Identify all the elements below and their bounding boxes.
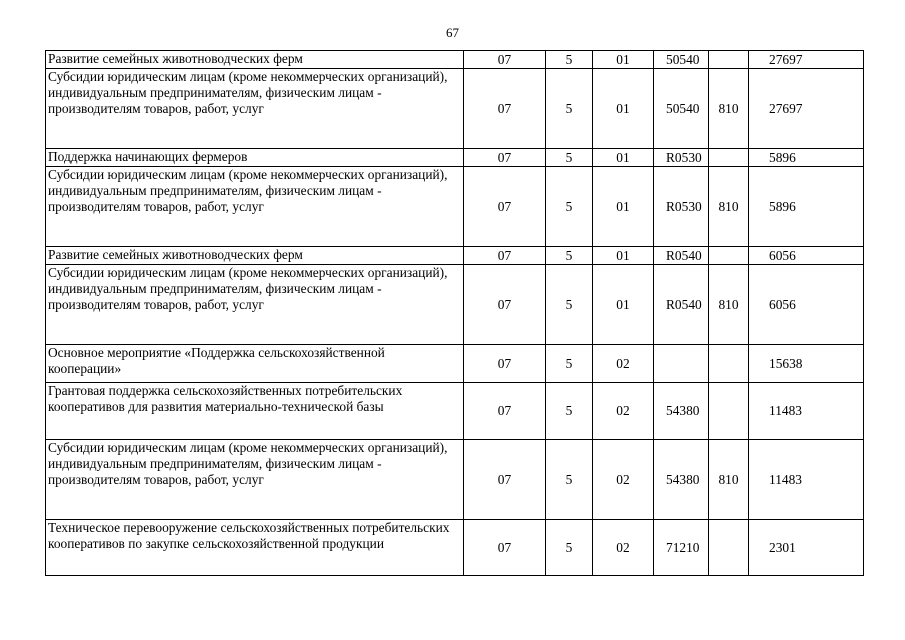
row-program: 5	[546, 69, 593, 149]
row-section: 07	[464, 520, 546, 576]
row-code: 50540	[654, 51, 709, 69]
row-section: 07	[464, 383, 546, 440]
row-sum: 27697	[749, 51, 864, 69]
row-expense-type	[709, 149, 749, 167]
row-section: 07	[464, 247, 546, 265]
row-code: R0530	[654, 149, 709, 167]
row-program: 5	[546, 383, 593, 440]
row-sum: 6056	[749, 265, 864, 345]
row-name: Субсидии юридическим лицам (кроме некоммерческих организаций), индивидуальным предпринимателям, физическим лицам - производителям товаров, работ, услуг	[46, 440, 464, 520]
row-subprogram: 01	[593, 149, 654, 167]
row-expense-type	[709, 51, 749, 69]
table-row	[46, 345, 864, 383]
row-expense-type	[709, 520, 749, 576]
row-subprogram: 02	[593, 345, 654, 383]
table-row	[46, 383, 864, 440]
table-row	[46, 440, 864, 520]
row-subprogram: 02	[593, 440, 654, 520]
row-sum: 6056	[749, 247, 864, 265]
row-section: 07	[464, 345, 546, 383]
row-name: Субсидии юридическим лицам (кроме некоммерческих организаций), индивидуальным предпринимателям, физическим лицам - производителям товаров, работ, услуг	[46, 265, 464, 345]
row-section: 07	[464, 265, 546, 345]
row-expense-type: 810	[709, 265, 749, 345]
row-program: 5	[546, 265, 593, 345]
budget-table	[45, 50, 864, 576]
table-row	[46, 51, 864, 69]
row-name: Техническое перевооружение сельскохозяйственных потребительских кооперативов по закупке сельскохозяйственной продукции	[46, 520, 464, 576]
row-name: Развитие семейных животноводческих ферм	[46, 247, 464, 265]
row-expense-type: 810	[709, 167, 749, 247]
row-code: R0540	[654, 247, 709, 265]
row-expense-type: 810	[709, 69, 749, 149]
row-code: 54380	[654, 440, 709, 520]
row-section: 07	[464, 51, 546, 69]
row-name: Субсидии юридическим лицам (кроме некоммерческих организаций), индивидуальным предпринимателям, физическим лицам - производителям товаров, работ, услуг	[46, 167, 464, 247]
row-name: Развитие семейных животноводческих ферм	[46, 51, 464, 69]
row-section: 07	[464, 440, 546, 520]
row-program: 5	[546, 440, 593, 520]
row-expense-type	[709, 345, 749, 383]
row-program: 5	[546, 167, 593, 247]
row-sum: 27697	[749, 69, 864, 149]
row-name: Основное мероприятие «Поддержка сельскохозяйственной кооперации»	[46, 345, 464, 383]
row-subprogram: 02	[593, 383, 654, 440]
row-sum: 2301	[749, 520, 864, 576]
row-section: 07	[464, 149, 546, 167]
row-subprogram: 02	[593, 520, 654, 576]
table-row	[46, 520, 864, 576]
table-row	[46, 167, 864, 247]
row-code	[654, 345, 709, 383]
row-program: 5	[546, 520, 593, 576]
table-row	[46, 247, 864, 265]
row-code: 54380	[654, 383, 709, 440]
row-name: Поддержка начинающих фермеров	[46, 149, 464, 167]
row-subprogram: 01	[593, 265, 654, 345]
row-sum: 5896	[749, 167, 864, 247]
row-sum: 15638	[749, 345, 864, 383]
row-sum: 11483	[749, 440, 864, 520]
table-row	[46, 149, 864, 167]
row-program: 5	[546, 149, 593, 167]
row-program: 5	[546, 345, 593, 383]
row-code: 50540	[654, 69, 709, 149]
row-subprogram: 01	[593, 247, 654, 265]
row-program: 5	[546, 247, 593, 265]
row-code: R0540	[654, 265, 709, 345]
row-name: Грантовая поддержка сельскохозяйственных потребительских кооперативов для развития материально-технической базы	[46, 383, 464, 440]
row-program: 5	[546, 51, 593, 69]
row-name: Субсидии юридическим лицам (кроме некоммерческих организаций), индивидуальным предпринимателям, физическим лицам - производителям товаров, работ, услуг	[46, 69, 464, 149]
row-subprogram: 01	[593, 51, 654, 69]
row-section: 07	[464, 167, 546, 247]
row-sum: 5896	[749, 149, 864, 167]
row-section: 07	[464, 69, 546, 149]
row-expense-type	[709, 383, 749, 440]
row-code: R0530	[654, 167, 709, 247]
page-number: 67	[446, 25, 459, 40]
row-subprogram: 01	[593, 167, 654, 247]
row-code: 71210	[654, 520, 709, 576]
row-expense-type: 810	[709, 440, 749, 520]
table-row	[46, 265, 864, 345]
row-expense-type	[709, 247, 749, 265]
table-row	[46, 69, 864, 149]
row-subprogram: 01	[593, 69, 654, 149]
row-sum: 11483	[749, 383, 864, 440]
